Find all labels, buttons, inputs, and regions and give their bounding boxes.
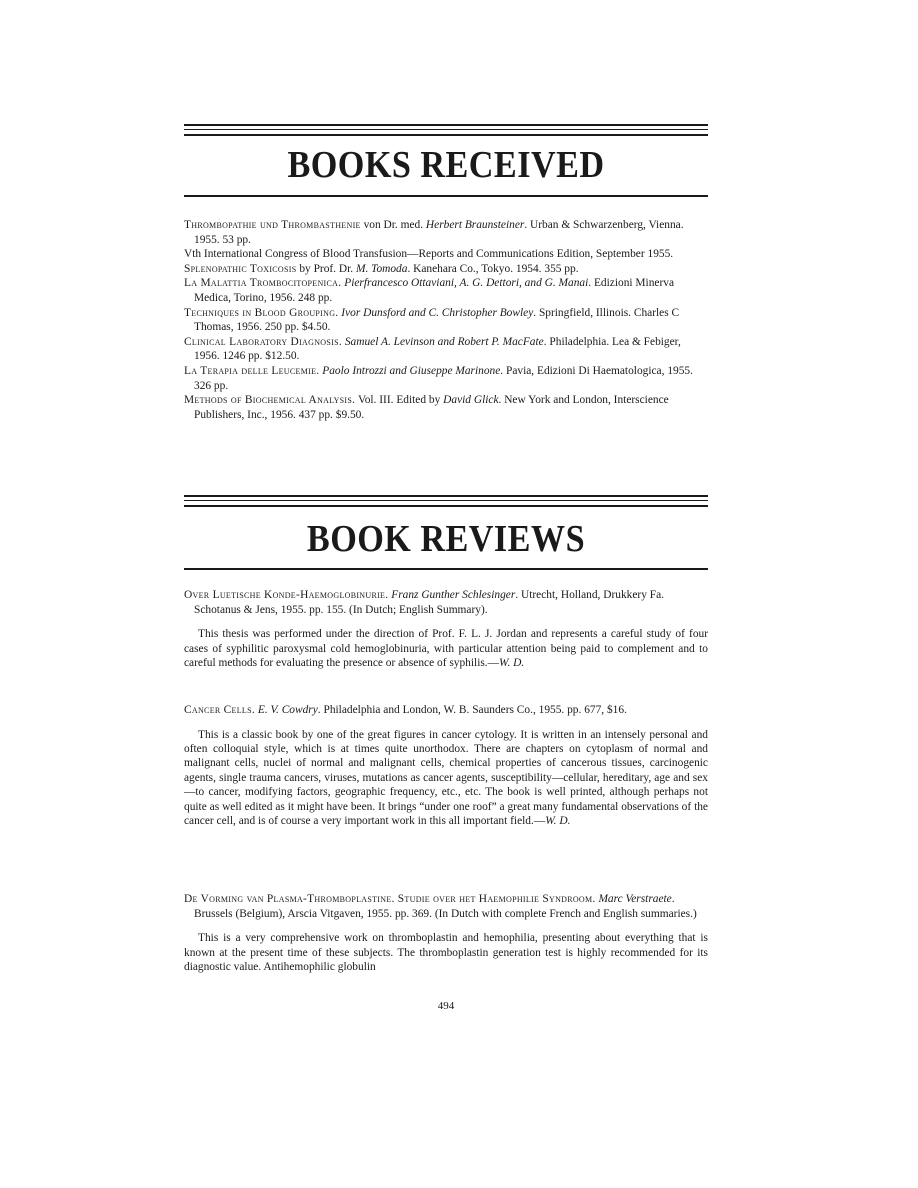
middle-double-rule [184,495,708,509]
review-citation: De Vorming van Plasma-Thromboplastine. Studie over het Haemophilie Syndroom. Marc Verstraete. Brussels (Belgium), Arscia Vitgaven, 1955. pp. 369. (In Dutch with complete French and English summaries.) [184,893,697,920]
review-text: This is a very comprehensive work on thromboplastin and hemophilia, presenting about everything that is known at the present time of these subjects. The thromboplastin generation test is highly recommended for its diagnostic value. Antihemophilic globulin [184,932,708,973]
book-entry: Vth International Congress of Blood Transfusion—Reports and Communications Edition, September 1955. [184,248,674,261]
review-3 [184,892,708,974]
review-text: This is a classic book by one of the great figures in cancer cytology. It is written in an intensely personal and often colloquial style, which is at times quite unorthodox. There are chapters on cytoplasm of normal and malignant cells, nuclei of normal and malignant cells, chemical properties of cancerous tissues, carcinogenic agents, single trauma cancers, viruses, mutations as cancer agents, susceptibility—cellular, hereditary, age and sex—to cancer, modifying factors, geographic frequency, etc., etc. The book is well printed, although perhaps not quite as well edited as it might have been. It brings “under one roof” a great many fundamental observations of the cancer cell, and is of course a very important work in this all important field.—W. D. [184,728,708,828]
book-entry: Splenopathic Toxicosis by Prof. Dr. M. Tomoda. Kanehara Co., Tokyo. 1954. 355 pp. [184,262,579,275]
book-reviews-heading: BOOK REVIEWS [306,518,586,560]
review-1 [184,588,708,670]
book-entry: La Malattia Trombocitopenica. Pierfrancesco Ottaviani, A. G. Dettori, and G. Manai. Edizioni Minerva Medica, Torino, 1956. 248 pp. [184,277,675,304]
page-number: 494 [437,1000,455,1012]
book-entry: Thrombopathie und Thrombasthenie von Dr. med. Herbert Braunsteiner. Urban & Schwarzenberg, Vienna. 1955. 53 pp. [184,219,684,246]
books-received-list [184,218,708,422]
review-signature: W. D. [545,815,571,828]
review-text: This thesis was performed under the direction of Prof. F. L. J. Jordan and represents a careful study of four cases of syphilitic paroxysmal cold hemoglobinuria, with particular attention being paid to complement and to careful methods for evaluating the presence or absence of syphilis.—W. D. [184,628,708,669]
review-signature: W. D. [499,657,525,669]
book-reviews-underline [184,568,708,570]
books-received-underline [184,195,708,197]
review-2 [184,703,708,828]
book-entry: La Terapia delle Leucemie. Paolo Introzzi and Giuseppe Marinone. Pavia, Edizioni Di Haematologica, 1955. 326 pp. [184,364,693,392]
book-entry: Techniques in Blood Grouping. Ivor Dunsford and C. Christopher Bowley. Springfield, Illinois. Charles C Thomas, 1956. 250 pp. $4.50. [184,306,680,334]
books-received-heading: BOOKS RECEIVED [287,144,605,186]
review-citation: Over Luetische Konde-Haemoglobinurie. Franz Gunther Schlesinger. Utrecht, Holland, Drukkery Fa. Schotanus & Jens, 1955. pp. 155. (In Dutch; English Summary). [184,589,664,616]
review-citation: Cancer Cells. E. V. Cowdry. Philadelphia and London, W. B. Saunders Co., 1955. pp. 677, $16. [184,704,627,716]
top-double-rule [184,124,708,138]
book-entry: Clinical Laboratory Diagnosis. Samuel A. Levinson and Robert P. MacFate. Philadelphia. Lea & Febiger, 1956. 1246 pp. $12.50. [184,335,681,363]
book-entry: Methods of Biochemical Analysis. Vol. III. Edited by David Glick. New York and London, Interscience Publishers, Inc., 1956. 437 pp. $9.50. [184,394,669,421]
